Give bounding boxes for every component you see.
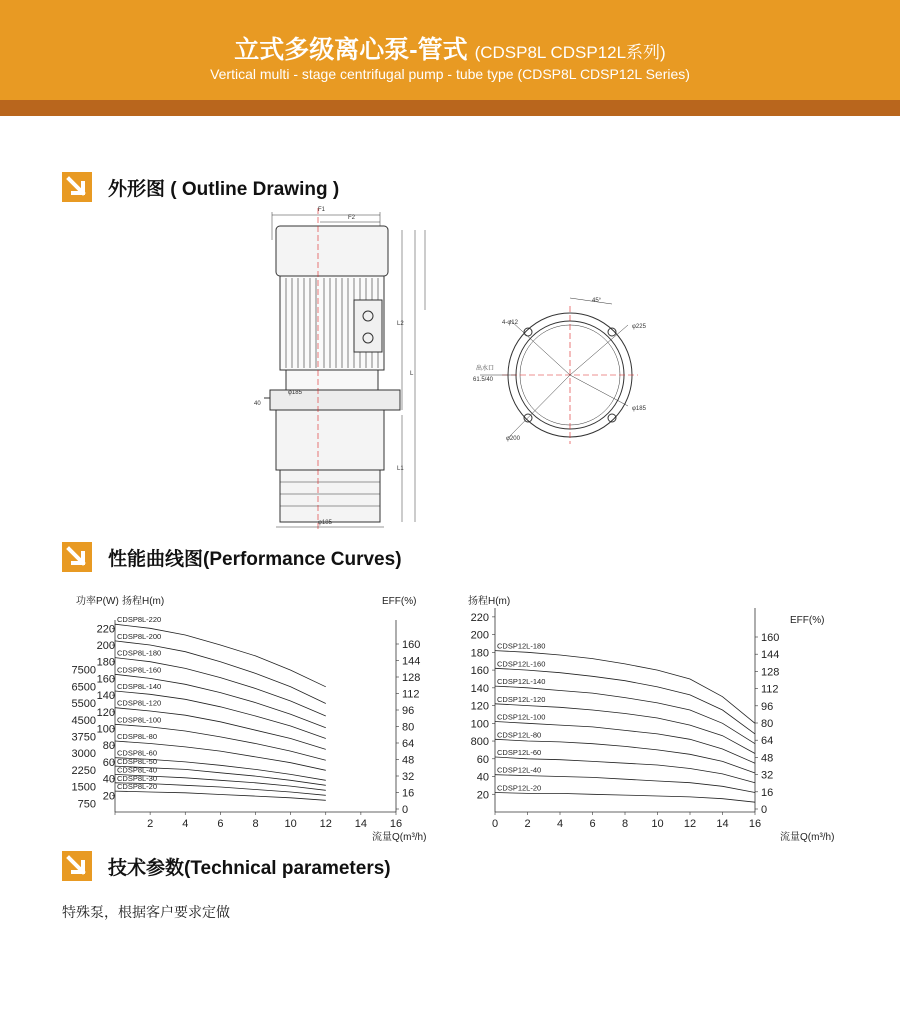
eff-tick-label: 64 — [761, 735, 774, 748]
series-label: CDSP8L-160 — [117, 665, 162, 675]
series-label: CDSP8L-60 — [117, 748, 158, 758]
x-tick-label: 2 — [524, 818, 531, 830]
series-label: CDSP12L-80 — [497, 730, 542, 740]
power-tick-label: 7500 — [71, 664, 96, 677]
outline-drawing — [240, 200, 680, 535]
y-tick-label: 80 — [102, 740, 115, 753]
series-line-cdsp12l-20 — [495, 793, 755, 803]
section-technical-label: 技术参数(Technical parameters) — [108, 857, 391, 879]
dim-shaft: φ185 — [288, 390, 302, 396]
eff-tick-label: 128 — [761, 666, 780, 679]
x-tick-label: 12 — [683, 818, 697, 830]
y-axis-label: 扬程H(m) — [468, 596, 511, 607]
dim-l: L — [410, 371, 414, 377]
eff-tick-label: 80 — [761, 718, 774, 730]
eff-tick-label: 96 — [761, 700, 774, 713]
series-label: CDSP8L-120 — [117, 698, 162, 708]
section-performance-heading — [62, 542, 402, 572]
x-tick-label: 10 — [651, 818, 664, 830]
eff-tick-label: 160 — [402, 639, 421, 651]
y-tick-label: 40 — [102, 773, 115, 786]
series-label: CDSP8L-50 — [117, 757, 158, 767]
y-tick-label: 100 — [470, 718, 489, 731]
y-tick-label: 800 — [470, 736, 489, 749]
y-tick-label: 100 — [96, 723, 115, 736]
series-label: CDSP12L-20 — [497, 783, 542, 793]
page-title — [0, 30, 900, 66]
y-tick-label: 120 — [470, 700, 489, 713]
series-label: CDSP12L-60 — [497, 748, 542, 758]
power-tick-label: 1500 — [71, 781, 96, 794]
section-technical-heading — [62, 851, 391, 881]
title-cn: 立式多级离心泵-管式 — [234, 36, 468, 64]
y-tick-label: 180 — [96, 656, 115, 669]
x-tick-label: 8 — [621, 818, 629, 830]
series-label: CDSP12L-160 — [497, 659, 546, 669]
flange-holes: 4-φ12 — [502, 320, 518, 326]
eff-tick-label: 96 — [402, 705, 415, 717]
eff-tick-label: 160 — [761, 632, 780, 644]
y-tick-label: 180 — [470, 647, 489, 660]
eff-tick-label: 112 — [402, 688, 420, 701]
eff-tick-label: 112 — [761, 683, 779, 696]
y-tick-label: 60 — [476, 753, 489, 766]
x-tick-label: 16 — [389, 818, 403, 830]
eff-tick-label: 80 — [402, 721, 415, 734]
flange-inner-dia: φ200 — [506, 436, 520, 442]
series-label: CDSP8L-200 — [117, 631, 162, 641]
y-tick-label: 160 — [470, 665, 489, 678]
eff-tick-label: 48 — [761, 752, 774, 765]
arrow-down-right-icon — [62, 172, 92, 202]
pump-side-view — [264, 208, 425, 530]
arrow-down-right-icon — [62, 542, 92, 572]
y-tick-label: 220 — [470, 611, 489, 624]
x-tick-label: 6 — [589, 818, 596, 830]
y-tick-label: 220 — [96, 623, 115, 636]
eff-tick-label: 32 — [761, 769, 774, 782]
y-tick-label: 20 — [476, 789, 489, 802]
x-axis-label: 流量Q(m³/h) — [372, 832, 427, 843]
dim-base: φ185 — [318, 520, 332, 526]
eff-tick-label: 0 — [761, 804, 768, 816]
series-label: CDSP8L-100 — [117, 715, 162, 725]
series-label: CDSP8L-30 — [117, 773, 158, 783]
x-tick-label: 6 — [217, 818, 224, 830]
x-tick-label: 4 — [556, 818, 564, 830]
dim-f1: F1 — [318, 207, 326, 213]
x-axis-label: 流量Q(m³/h) — [780, 832, 835, 843]
power-tick-label: 6500 — [71, 681, 96, 694]
power-tick-label: 3000 — [71, 748, 96, 761]
power-axis-label: 功率P(W) — [76, 596, 119, 607]
technical-note: 特殊泵，根据客户要求定做 — [62, 905, 230, 921]
page-subtitle: Vertical multi - stage centrifugal pump - tube type (CDSP8L CDSP12L Series) — [210, 66, 690, 82]
series-label: CDSP8L-80 — [117, 732, 158, 742]
eff-tick-label: 48 — [402, 754, 415, 767]
section-performance-label: 性能曲线图(Performance Curves) — [108, 548, 402, 570]
series-label: CDSP12L-40 — [497, 765, 542, 775]
power-tick-label: 5500 — [71, 698, 96, 711]
eff-tick-label: 32 — [402, 771, 415, 783]
y-tick-label: 200 — [96, 640, 115, 653]
dim-l2: L2 — [397, 321, 404, 327]
y-tick-label: 140 — [96, 690, 115, 703]
x-tick-label: 4 — [182, 818, 189, 830]
eff-tick-label: 16 — [761, 786, 774, 799]
flange-pcd: φ185 — [632, 406, 646, 412]
x-tick-label: 14 — [354, 818, 367, 830]
eff-tick-label: 64 — [402, 738, 415, 750]
y-tick-label: 140 — [470, 682, 489, 695]
x-tick-label: 8 — [252, 818, 259, 830]
series-label: CDSP8L-20 — [117, 782, 158, 792]
section-outline-heading — [62, 172, 339, 202]
title-series: (CDSP8L CDSP12L系列) — [474, 43, 666, 62]
y-tick-label: 120 — [96, 706, 115, 719]
performance-chart-cdsp8l — [60, 590, 450, 845]
x-tick-label: 16 — [748, 818, 762, 830]
series-label: CDSP8L-220 — [117, 615, 162, 625]
x-tick-label: 0 — [491, 818, 499, 830]
eff-tick-label: 16 — [402, 787, 415, 800]
series-label: CDSP12L-100 — [497, 712, 546, 722]
y-tick-label: 60 — [102, 756, 115, 769]
flange-outer-dia: φ225 — [632, 324, 646, 330]
series-label: CDSP8L-140 — [117, 681, 162, 691]
power-tick-label: 2250 — [71, 764, 96, 777]
power-tick-label: 3750 — [71, 731, 96, 744]
x-tick-label: 2 — [147, 818, 154, 830]
outlet-size: 61.5/40 — [473, 377, 494, 383]
y-tick-label: 160 — [96, 673, 115, 686]
outlet-label: 出水口 — [476, 366, 495, 372]
arrow-down-right-icon — [62, 851, 92, 881]
eff-tick-label: 144 — [761, 649, 780, 662]
performance-chart-cdsp12l — [460, 590, 860, 845]
series-label: CDSP12L-120 — [497, 694, 546, 704]
eff-axis-label: EFF(%) — [790, 615, 825, 626]
eff-tick-label: 0 — [402, 804, 409, 816]
dim-l1: L1 — [397, 466, 404, 472]
series-label: CDSP12L-180 — [497, 641, 546, 651]
series-label: CDSP8L-40 — [117, 765, 158, 775]
header-strip — [0, 100, 900, 116]
series-label: CDSP12L-140 — [497, 677, 546, 687]
y-tick-label: 200 — [470, 629, 489, 642]
y-tick-label: 20 — [102, 790, 115, 803]
x-tick-label: 10 — [284, 818, 297, 830]
eff-tick-label: 144 — [402, 655, 421, 668]
dim-flange-h: 40 — [254, 401, 261, 407]
y-axis-label: 扬程H(m) — [122, 596, 165, 607]
series-label: CDSP8L-180 — [117, 648, 162, 658]
power-tick-label: 750 — [77, 798, 96, 811]
y-tick-label: 40 — [476, 771, 489, 784]
power-tick-label: 4500 — [71, 714, 96, 727]
x-tick-label: 12 — [319, 818, 332, 830]
x-tick-label: 14 — [716, 818, 729, 830]
flange-angle: 45° — [592, 298, 602, 304]
dim-f2: F2 — [348, 215, 356, 221]
eff-tick-label: 128 — [402, 672, 421, 684]
section-outline-label: 外形图 ( Outline Drawing ) — [108, 178, 340, 200]
eff-axis-label: EFF(%) — [382, 596, 417, 607]
